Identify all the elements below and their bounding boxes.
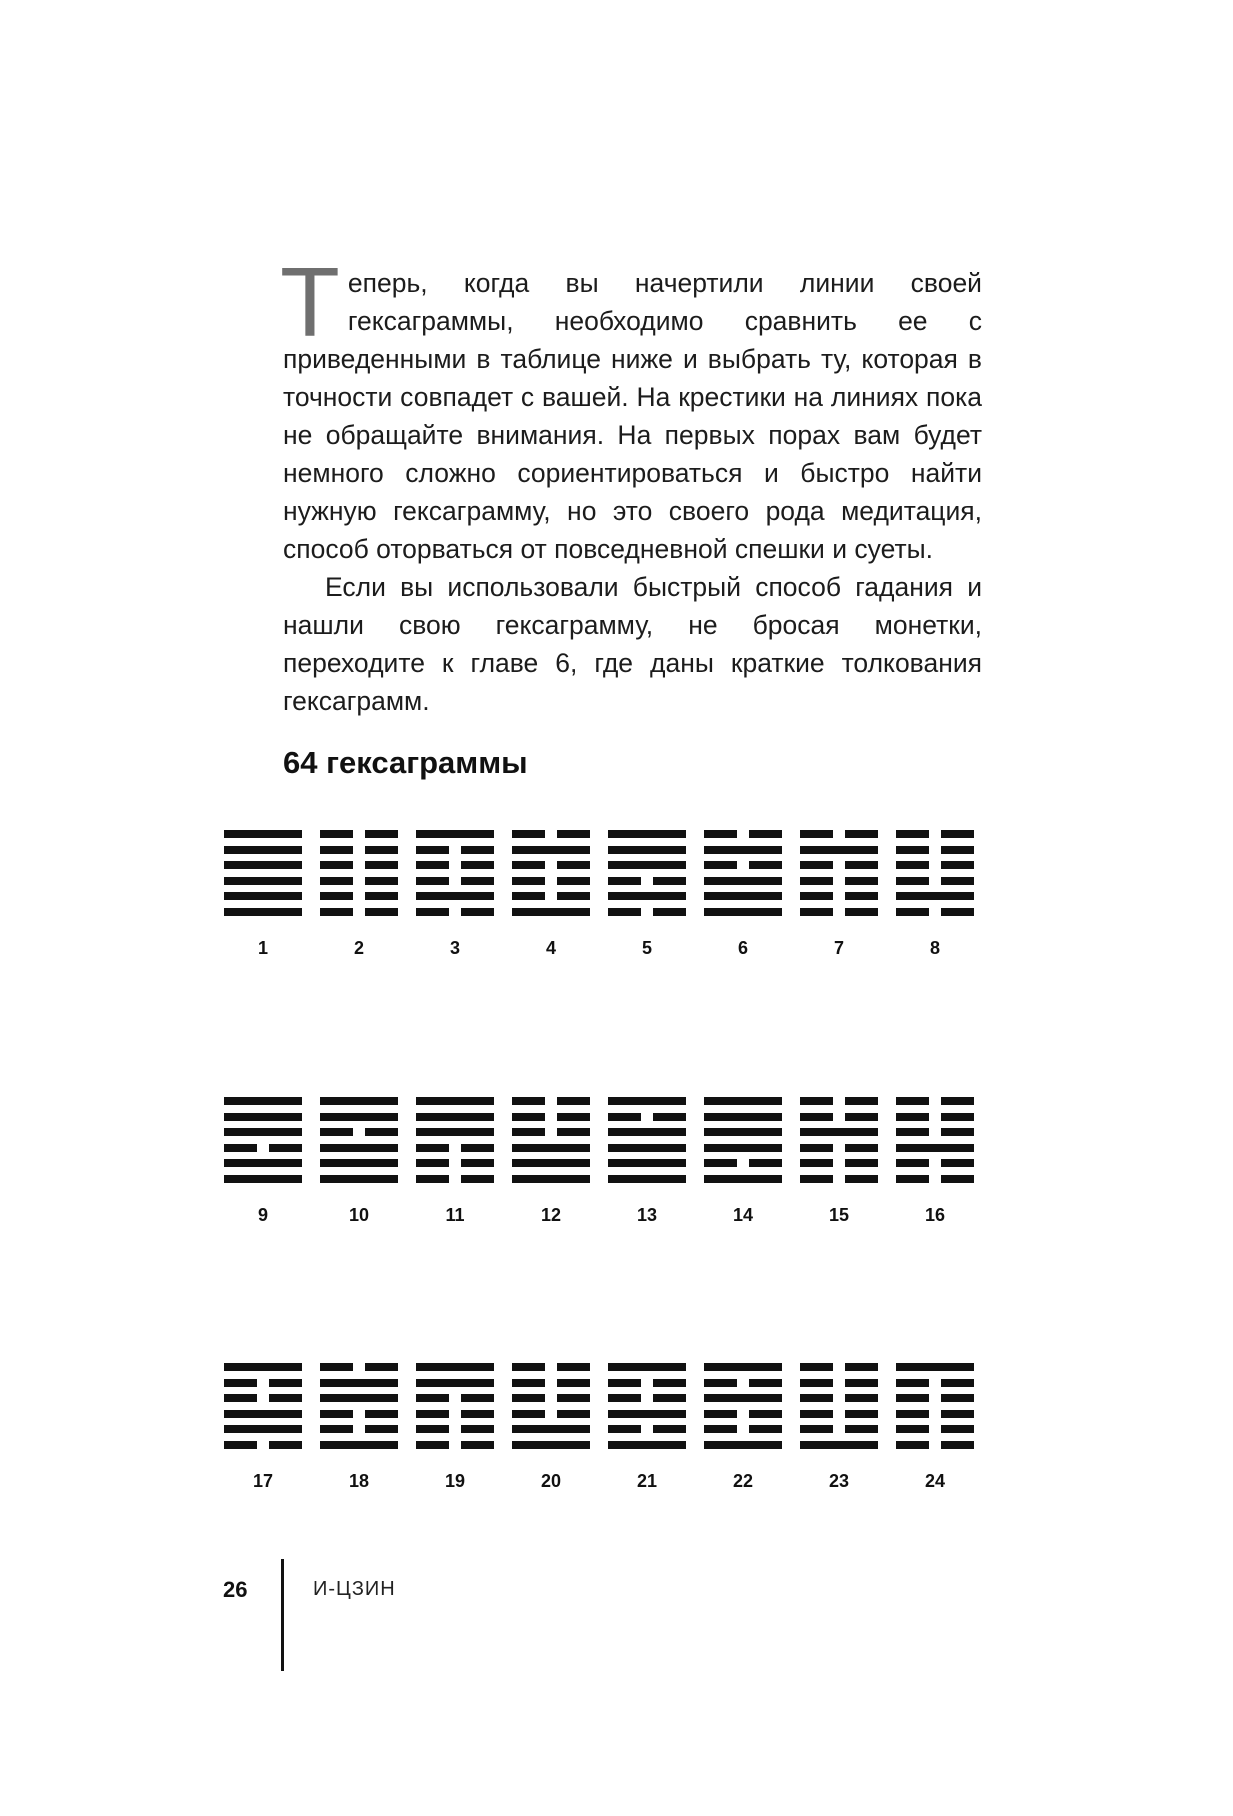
body-text bbox=[280, 247, 982, 720]
paragraph-1-text: еперь, когда вы начертили линии своей гексаграммы, необходимо сравнить ее с приведенными в таблице ниже и выбрать ту, которая в точности совпадет с вашей. На крестики на линиях пока не обращайте внимания. На первых порах вам будет немного сложно сориентироваться и быстро найти нужную гексаграмму, но это своего рода медитация, способ оторваться от повседневной спешки и суеты. bbox=[283, 268, 982, 564]
hexagram-11 bbox=[416, 1097, 494, 1225]
yin-line bbox=[320, 1363, 398, 1371]
yin-line bbox=[704, 1379, 782, 1387]
yang-line bbox=[512, 908, 590, 916]
hexagram-number: 9 bbox=[257, 1205, 268, 1225]
yang-line bbox=[896, 1144, 974, 1152]
yang-line bbox=[224, 861, 302, 869]
yang-line bbox=[224, 1159, 302, 1167]
yin-line bbox=[512, 861, 590, 869]
yang-line bbox=[512, 1425, 590, 1433]
yang-line bbox=[224, 892, 302, 900]
yin-line bbox=[800, 908, 878, 916]
hexagram-number: 11 bbox=[445, 1205, 465, 1225]
yang-line bbox=[704, 1144, 782, 1152]
hexagram-20 bbox=[512, 1363, 590, 1491]
yin-line bbox=[704, 1410, 782, 1418]
running-title: И-ЦЗИН bbox=[313, 1578, 396, 1600]
hexagram-number: 23 bbox=[828, 1471, 850, 1491]
yang-line bbox=[416, 1097, 494, 1105]
yin-line bbox=[320, 877, 398, 885]
yin-line bbox=[512, 1097, 590, 1105]
yin-line bbox=[224, 1379, 302, 1387]
yang-line bbox=[704, 1441, 782, 1449]
yang-line bbox=[416, 1379, 494, 1387]
yin-line bbox=[800, 1097, 878, 1105]
yang-line bbox=[800, 1128, 878, 1136]
hexagram-18 bbox=[320, 1363, 398, 1491]
hexagram-9 bbox=[224, 1097, 302, 1225]
yang-line bbox=[416, 1363, 494, 1371]
yang-line bbox=[320, 1175, 398, 1183]
hexagram-number: 17 bbox=[252, 1471, 274, 1491]
yin-line bbox=[800, 892, 878, 900]
yin-line bbox=[608, 877, 686, 885]
yin-line bbox=[320, 1425, 398, 1433]
yin-line bbox=[704, 861, 782, 869]
hexagram-number: 8 bbox=[929, 938, 940, 958]
yang-line bbox=[608, 830, 686, 838]
yin-line bbox=[896, 1379, 974, 1387]
hexagram-12 bbox=[512, 1097, 590, 1225]
hexagram-17 bbox=[224, 1363, 302, 1491]
hexagram-number: 6 bbox=[737, 938, 748, 958]
yin-line bbox=[320, 1128, 398, 1136]
yin-line bbox=[512, 1113, 590, 1121]
yang-line bbox=[320, 1144, 398, 1152]
hexagram-3 bbox=[416, 830, 494, 958]
yin-line bbox=[608, 1379, 686, 1387]
yin-line bbox=[512, 1410, 590, 1418]
hexagram-7 bbox=[800, 830, 878, 958]
yang-line bbox=[512, 846, 590, 854]
hexagram-6 bbox=[704, 830, 782, 958]
yang-line bbox=[800, 846, 878, 854]
yang-line bbox=[608, 861, 686, 869]
yang-line bbox=[320, 1379, 398, 1387]
hexagram-number: 13 bbox=[636, 1205, 658, 1225]
yin-line bbox=[896, 830, 974, 838]
yang-line bbox=[320, 1441, 398, 1449]
yin-line bbox=[416, 861, 494, 869]
hexagram-number: 2 bbox=[353, 938, 364, 958]
yin-line bbox=[320, 908, 398, 916]
hexagram-number: 20 bbox=[540, 1471, 562, 1491]
hexagram-number: 10 bbox=[348, 1205, 370, 1225]
yin-line bbox=[512, 830, 590, 838]
hexagram-number: 12 bbox=[540, 1205, 562, 1225]
yin-line bbox=[320, 1410, 398, 1418]
yin-line bbox=[416, 1425, 494, 1433]
yin-line bbox=[608, 1113, 686, 1121]
yang-line bbox=[512, 1144, 590, 1152]
yin-line bbox=[320, 846, 398, 854]
yang-line bbox=[704, 1363, 782, 1371]
hexagram-19 bbox=[416, 1363, 494, 1491]
hexagram-14 bbox=[704, 1097, 782, 1225]
yin-line bbox=[800, 1410, 878, 1418]
yang-line bbox=[608, 1175, 686, 1183]
hexagram-number: 7 bbox=[833, 938, 844, 958]
yin-line bbox=[800, 1159, 878, 1167]
hexagram-number: 18 bbox=[348, 1471, 370, 1491]
hexagram-8 bbox=[896, 830, 974, 958]
yin-line bbox=[800, 1379, 878, 1387]
yin-line bbox=[896, 1097, 974, 1105]
hexagram-10 bbox=[320, 1097, 398, 1225]
yin-line bbox=[800, 877, 878, 885]
yang-line bbox=[416, 892, 494, 900]
yang-line bbox=[224, 1113, 302, 1121]
paragraph-2: Если вы использовали быстрый способ гадания и нашли свою гексаграмму, не бросая монетки, переходите к главе 6, где даны краткие толкования гексаграмм. bbox=[283, 572, 982, 716]
yin-line bbox=[800, 861, 878, 869]
yang-line bbox=[416, 830, 494, 838]
yang-line bbox=[704, 1128, 782, 1136]
yin-line bbox=[896, 861, 974, 869]
yin-line bbox=[512, 1128, 590, 1136]
yin-line bbox=[896, 846, 974, 854]
hexagram-23 bbox=[800, 1363, 878, 1491]
yin-line bbox=[800, 1175, 878, 1183]
drop-cap: Т bbox=[280, 247, 340, 357]
hexagram-number: 16 bbox=[924, 1205, 946, 1225]
yin-line bbox=[896, 1128, 974, 1136]
yin-line bbox=[512, 1394, 590, 1402]
yang-line bbox=[704, 908, 782, 916]
yin-line bbox=[896, 877, 974, 885]
yang-line bbox=[608, 1441, 686, 1449]
yin-line bbox=[704, 1159, 782, 1167]
yang-line bbox=[224, 830, 302, 838]
yang-line bbox=[512, 1441, 590, 1449]
yang-line bbox=[704, 846, 782, 854]
yang-line bbox=[704, 1394, 782, 1402]
yin-line bbox=[416, 1159, 494, 1167]
hexagram-22 bbox=[704, 1363, 782, 1491]
yin-line bbox=[896, 1441, 974, 1449]
yang-line bbox=[608, 1410, 686, 1418]
hexagram-number: 24 bbox=[924, 1471, 946, 1491]
hexagram-21 bbox=[608, 1363, 686, 1491]
yin-line bbox=[320, 861, 398, 869]
yang-line bbox=[608, 1144, 686, 1152]
section-title: 64 гексаграммы bbox=[283, 745, 528, 780]
hexagram-1 bbox=[224, 830, 302, 958]
yang-line bbox=[224, 1425, 302, 1433]
yin-line bbox=[416, 877, 494, 885]
yin-line bbox=[512, 1363, 590, 1371]
yang-line bbox=[416, 1113, 494, 1121]
yin-line bbox=[800, 1363, 878, 1371]
hexagram-4 bbox=[512, 830, 590, 958]
yin-line bbox=[800, 830, 878, 838]
yang-line bbox=[512, 1159, 590, 1167]
yin-line bbox=[416, 1441, 494, 1449]
hexagram-24 bbox=[896, 1363, 974, 1491]
yang-line bbox=[704, 892, 782, 900]
yin-line bbox=[896, 1159, 974, 1167]
hexagram-5 bbox=[608, 830, 686, 958]
yang-line bbox=[896, 892, 974, 900]
yang-line bbox=[608, 1097, 686, 1105]
yang-line bbox=[704, 1175, 782, 1183]
footer-divider bbox=[281, 1559, 284, 1671]
yang-line bbox=[608, 1128, 686, 1136]
yang-line bbox=[224, 1175, 302, 1183]
yang-line bbox=[704, 877, 782, 885]
yang-line bbox=[800, 1441, 878, 1449]
hexagram-number: 3 bbox=[449, 938, 460, 958]
yang-line bbox=[224, 877, 302, 885]
yin-line bbox=[512, 892, 590, 900]
yin-line bbox=[896, 1410, 974, 1418]
hexagram-15 bbox=[800, 1097, 878, 1225]
yin-line bbox=[224, 1144, 302, 1152]
yang-line bbox=[320, 1394, 398, 1402]
yin-line bbox=[704, 1425, 782, 1433]
yin-line bbox=[320, 830, 398, 838]
hexagram-number: 15 bbox=[828, 1205, 850, 1225]
yin-line bbox=[704, 830, 782, 838]
yin-line bbox=[416, 846, 494, 854]
yang-line bbox=[224, 1128, 302, 1136]
yang-line bbox=[320, 1159, 398, 1167]
hexagram-number: 22 bbox=[732, 1471, 754, 1491]
yin-line bbox=[896, 908, 974, 916]
yin-line bbox=[320, 892, 398, 900]
hexagram-number: 1 bbox=[257, 938, 268, 958]
yin-line bbox=[416, 908, 494, 916]
yin-line bbox=[416, 1144, 494, 1152]
yin-line bbox=[896, 1425, 974, 1433]
page-number: 26 bbox=[223, 1577, 248, 1602]
yin-line bbox=[800, 1425, 878, 1433]
yang-line bbox=[224, 908, 302, 916]
yin-line bbox=[608, 908, 686, 916]
yang-line bbox=[224, 1410, 302, 1418]
yin-line bbox=[896, 1113, 974, 1121]
hexagram-number: 21 bbox=[636, 1471, 658, 1491]
yang-line bbox=[896, 1363, 974, 1371]
yin-line bbox=[608, 1425, 686, 1433]
yin-line bbox=[896, 1394, 974, 1402]
yin-line bbox=[512, 1379, 590, 1387]
yang-line bbox=[704, 1097, 782, 1105]
yang-line bbox=[608, 1363, 686, 1371]
yin-line bbox=[416, 1394, 494, 1402]
paragraph-1 bbox=[280, 247, 982, 568]
hexagram-16 bbox=[896, 1097, 974, 1225]
yin-line bbox=[416, 1175, 494, 1183]
yin-line bbox=[800, 1394, 878, 1402]
yin-line bbox=[800, 1144, 878, 1152]
yin-line bbox=[896, 1175, 974, 1183]
yang-line bbox=[224, 1097, 302, 1105]
yang-line bbox=[512, 1175, 590, 1183]
yang-line bbox=[608, 846, 686, 854]
yang-line bbox=[224, 846, 302, 854]
hexagram-number: 5 bbox=[641, 938, 652, 958]
yin-line bbox=[512, 877, 590, 885]
hexagram-2 bbox=[320, 830, 398, 958]
yang-line bbox=[224, 1363, 302, 1371]
yin-line bbox=[800, 1113, 878, 1121]
yang-line bbox=[320, 1097, 398, 1105]
yin-line bbox=[224, 1441, 302, 1449]
yang-line bbox=[704, 1113, 782, 1121]
hexagram-number: 19 bbox=[444, 1471, 466, 1491]
hexagram-number: 4 bbox=[545, 938, 556, 958]
yin-line bbox=[608, 1394, 686, 1402]
yang-line bbox=[608, 892, 686, 900]
yang-line bbox=[416, 1128, 494, 1136]
hexagram-number: 14 bbox=[732, 1205, 754, 1225]
hexagram-13 bbox=[608, 1097, 686, 1225]
yin-line bbox=[416, 1410, 494, 1418]
yang-line bbox=[608, 1159, 686, 1167]
yang-line bbox=[320, 1113, 398, 1121]
yin-line bbox=[224, 1394, 302, 1402]
